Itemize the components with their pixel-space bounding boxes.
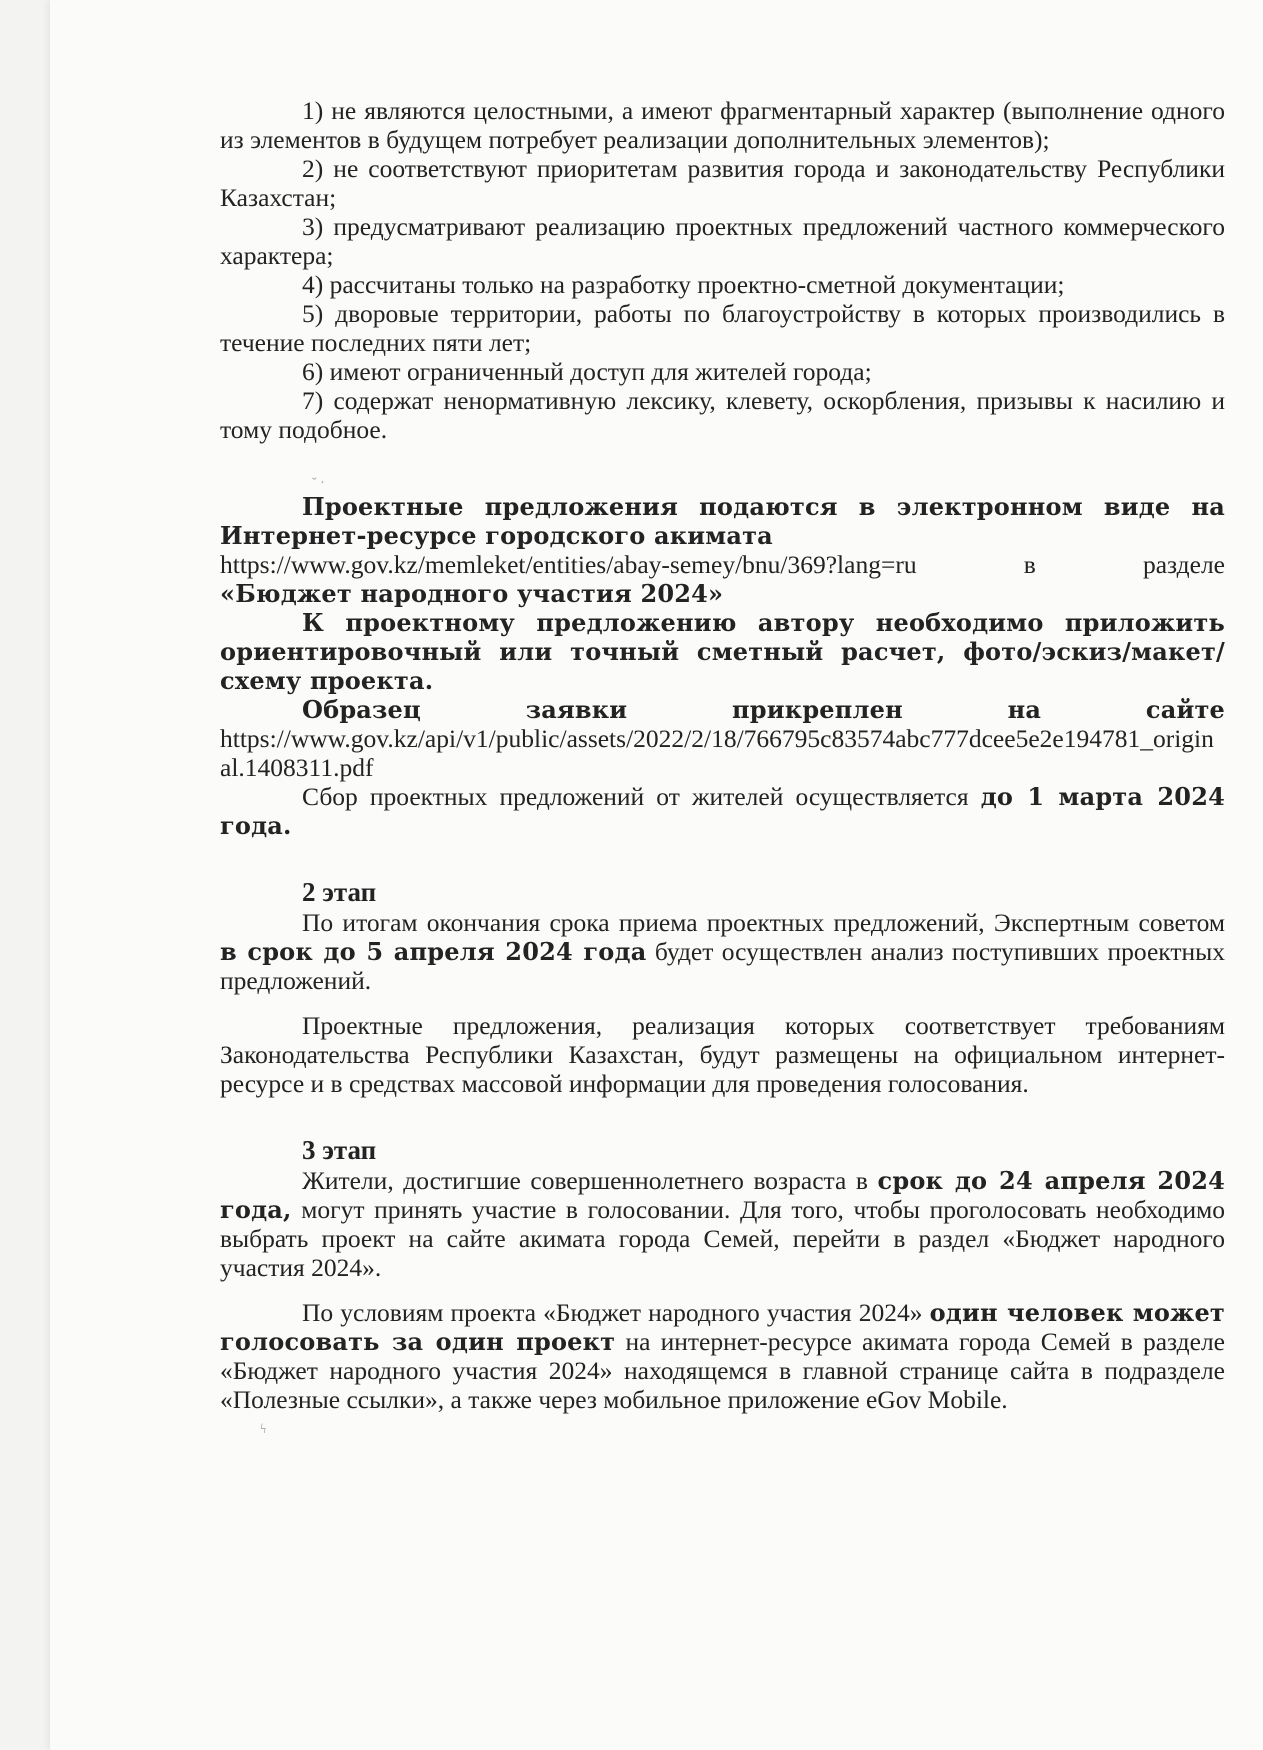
stage-3-paragraph-2: [220, 1298, 1225, 1414]
stage-2-heading: 2 этап: [302, 877, 377, 907]
attachment-note: К проектному предложению автору необходимо приложить ориентировочный или точный сметный расчет, фото/эскиз/макет/схему проекта.: [220, 608, 1225, 695]
list-item: 6) имеют ограниченный доступ для жителей города;: [302, 357, 872, 386]
list-item: 7) содержат ненормативную лексику, клевету, оскорбления, призывы к насилию и тому подобное.: [220, 386, 1225, 444]
submission-section: [220, 492, 1225, 840]
exclusion-criteria-list: [220, 96, 1225, 444]
stage-3-p1-start: Жители, достигшие совершеннолетнего возраста в: [302, 1166, 868, 1195]
list-item: 2) не соответствуют приоритетам развития города и законодательству Республики Казахстан;: [220, 154, 1225, 212]
deadline-paragraph: [220, 782, 1225, 840]
stage-2-p1-end: будет осуществлен анализ поступивших проектных предложений.: [220, 937, 1226, 995]
document-body: [220, 96, 1225, 1414]
stage-3-p1-end: могут принять участие в голосовании. Для того, чтобы проголосовать необходимо выбрать проект на сайте акимата города Семей, перейти в раздел «Бюджет народного участия 2024».: [220, 1195, 1226, 1282]
section-prefix: в разделе: [1023, 550, 1225, 579]
stage-3-p2-rule: один человек может голосовать за один проект: [220, 1298, 1225, 1356]
list-item: 1) не являются целостными, а имеют фрагментарный характер (выполнение одного из элементов в будущем потребует реализации дополнительных элементов);: [220, 96, 1225, 154]
list-item: 3) предусматривают реализацию проектных предложений частного коммерческого характера;: [220, 212, 1225, 270]
stage-3-p2-start: По условиям проекта «Бюджет народного участия 2024»: [302, 1298, 923, 1327]
sample-label: Образец заявки прикреплен на сайте: [302, 695, 1225, 724]
stage-2-p1-start: По итогам окончания срока приема проектных предложений, Экспертным советом: [302, 908, 1225, 937]
stage-2-p1-deadline: в срок до 5 апреля 2024 года: [220, 937, 647, 966]
stage-3-p1-deadline: срок до 24 апреля 2024 года,: [220, 1166, 1226, 1224]
submission-intro: Проектные предложения подаются в электронном виде на Интернет-ресурсе городского акимата: [220, 492, 1225, 550]
sample-url[interactable]: https://www.gov.kz/api/v1/public/assets/2022/2/18/766795c83574abc777dcee5e2e194781_original.1408311.pdf: [220, 724, 1214, 782]
stage-2-section: [220, 876, 1225, 1098]
stage-2-paragraph-1: [220, 908, 1225, 995]
scan-speck: ˘ ·: [312, 476, 325, 491]
deadline-text: Сбор проектных предложений от жителей осуществляется: [302, 782, 969, 811]
document-page: [50, 0, 1263, 1750]
submission-url[interactable]: https://www.gov.kz/memleket/entities/abay-semey/bnu/369?lang=ru: [220, 550, 917, 579]
stage-3-p2-end: на интернет-ресурсе акимата города Семей в разделе «Бюджет народного участия 2024» находящемся в главной странице сайта в подразделе «Полезные ссылки», а также через мобильное приложение eGov Mobile.: [220, 1327, 1225, 1414]
deadline-date: до 1 марта 2024 года.: [220, 782, 1225, 840]
stage-3-heading: 3 этап: [302, 1135, 377, 1165]
stage-3-section: [220, 1134, 1225, 1414]
list-item: 4) рассчитаны только на разработку проектно-сметной документации;: [302, 270, 1065, 299]
list-item: 5) дворовые территории, работы по благоустройству в которых производились в течение последних пяти лет;: [220, 299, 1225, 357]
section-name: «Бюджет народного участия 2024»: [220, 579, 724, 608]
submission-url-line: [220, 550, 1225, 579]
stage-2-paragraph-2: Проектные предложения, реализация которых соответствует требованиям Законодательства Республики Казахстан, будут размещены на официальном интернет-ресурсе и в средствах массовой информации для проведения голосования.: [220, 1011, 1225, 1098]
stage-3-paragraph-1: [220, 1166, 1225, 1282]
scan-speck: ϟ: [260, 1422, 267, 1437]
